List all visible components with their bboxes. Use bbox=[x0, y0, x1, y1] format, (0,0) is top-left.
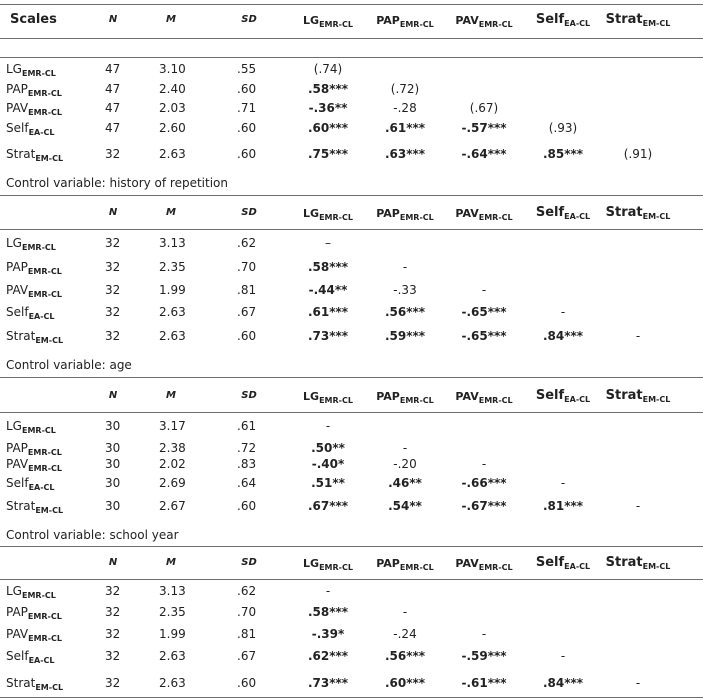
header-self bbox=[536, 12, 590, 28]
table-cell: -.66*** bbox=[461, 476, 507, 490]
table-cell: .60 bbox=[237, 676, 257, 690]
header-sd bbox=[241, 207, 257, 218]
label-main: Strat bbox=[605, 12, 643, 27]
table-cell: 32 bbox=[105, 305, 121, 319]
table-cell: .73*** bbox=[307, 329, 349, 343]
table-cell: - bbox=[635, 329, 641, 343]
table-cell: .58*** bbox=[307, 605, 349, 619]
table-cell: 2.03 bbox=[159, 101, 186, 115]
table-cell: 32 bbox=[105, 329, 121, 343]
header-pav bbox=[455, 557, 512, 572]
rule-below-header bbox=[0, 229, 703, 230]
label-subscript: EA-CL bbox=[28, 483, 55, 492]
label-subscript: EMR-CL bbox=[27, 89, 62, 98]
row-label-pap bbox=[6, 441, 62, 457]
table-cell: 3.10 bbox=[159, 62, 186, 76]
label-main: N bbox=[108, 557, 118, 568]
label-subscript: EMR-CL bbox=[319, 563, 353, 572]
control-variable-label: Control variable: age bbox=[6, 358, 132, 372]
table-cell: .83 bbox=[237, 457, 257, 471]
row-label-pav bbox=[6, 283, 62, 299]
header-strat bbox=[606, 388, 671, 404]
header-m bbox=[166, 207, 176, 218]
table-cell: -.39* bbox=[311, 627, 345, 641]
table-cell: .59*** bbox=[384, 329, 426, 343]
label-main: PAV bbox=[455, 207, 479, 220]
table-cell: .60 bbox=[237, 121, 257, 135]
table-cell: 47 bbox=[105, 62, 121, 76]
label-subscript: EMR-CL bbox=[28, 634, 62, 643]
table-cell: - bbox=[402, 441, 408, 455]
table-cell: 2.40 bbox=[159, 82, 186, 96]
header-sd bbox=[241, 14, 257, 25]
label-main: Strat bbox=[6, 329, 36, 343]
table-cell: 32 bbox=[105, 283, 121, 297]
control-variable-label: Control variable: school year bbox=[6, 528, 179, 542]
label-main: Self bbox=[6, 305, 29, 319]
table-cell: 2.63 bbox=[159, 329, 186, 343]
row-label-strat bbox=[6, 329, 63, 345]
label-subscript: EMR-CL bbox=[399, 563, 434, 572]
table-cell: 2.63 bbox=[159, 305, 186, 319]
label-subscript: EMR-CL bbox=[21, 591, 56, 600]
table-cell: .72 bbox=[237, 441, 257, 455]
row-label-self bbox=[6, 121, 55, 137]
header-lg bbox=[303, 207, 353, 222]
table-cell: 2.63 bbox=[159, 147, 186, 161]
label-main: PAP bbox=[376, 390, 400, 403]
header-self bbox=[536, 205, 590, 221]
row-label-pav bbox=[6, 101, 62, 117]
table-cell: 30 bbox=[105, 457, 121, 471]
table-cell: (.93) bbox=[548, 121, 578, 135]
table-cell: .60*** bbox=[384, 676, 426, 690]
label-main: N bbox=[108, 207, 118, 218]
table-cell: .54** bbox=[388, 499, 422, 513]
table-cell: 47 bbox=[105, 121, 121, 135]
table-cell: 3.13 bbox=[159, 584, 186, 598]
label-subscript: EM-CL bbox=[642, 19, 671, 28]
table-cell: - bbox=[402, 260, 408, 274]
row-label-lg bbox=[6, 584, 56, 600]
table-cell: -.33 bbox=[393, 283, 417, 297]
label-main: Strat bbox=[605, 205, 643, 220]
rule-below-header bbox=[0, 579, 703, 580]
header-self bbox=[536, 388, 590, 404]
header-sd bbox=[241, 557, 257, 568]
header-strat bbox=[606, 12, 671, 28]
label-subscript: EA-CL bbox=[564, 395, 591, 404]
label-subscript: EMR-CL bbox=[399, 20, 434, 29]
table-cell: .60 bbox=[237, 82, 257, 96]
label-subscript: EMR-CL bbox=[478, 213, 513, 222]
table-cell: -.65*** bbox=[461, 305, 507, 319]
label-subscript: EA-CL bbox=[28, 128, 55, 137]
label-main: SD bbox=[241, 390, 257, 401]
label-subscript: EM-CL bbox=[35, 683, 64, 692]
row-label-strat bbox=[6, 499, 63, 515]
header-pap bbox=[376, 390, 434, 405]
table-cell: 32 bbox=[105, 605, 121, 619]
label-main: PAP bbox=[376, 557, 400, 570]
label-subscript: EMR-CL bbox=[21, 69, 56, 78]
header-m bbox=[166, 557, 176, 568]
header-self bbox=[536, 555, 590, 571]
label-subscript: EMR-CL bbox=[21, 243, 56, 252]
table-cell: 32 bbox=[105, 676, 121, 690]
table-cell: .62*** bbox=[307, 649, 349, 663]
table-cell: 30 bbox=[105, 419, 121, 433]
table-cell: -.65*** bbox=[461, 329, 507, 343]
header-pap bbox=[376, 14, 434, 29]
label-subscript: EMR-CL bbox=[399, 213, 434, 222]
table-cell: -.28 bbox=[393, 101, 417, 115]
row-label-self bbox=[6, 305, 55, 321]
table-cell: 2.38 bbox=[159, 441, 186, 455]
label-main: PAP bbox=[6, 260, 28, 274]
row-label-pap bbox=[6, 82, 62, 98]
header-n bbox=[109, 207, 117, 218]
table-cell: 2.35 bbox=[159, 260, 186, 274]
table-cell: .60 bbox=[237, 499, 257, 513]
header-n bbox=[109, 390, 117, 401]
label-subscript: EMR-CL bbox=[319, 213, 353, 222]
rule-ctrl bbox=[0, 195, 703, 196]
rule-section-end bbox=[0, 697, 703, 698]
table-cell: 32 bbox=[105, 649, 121, 663]
table-cell: - bbox=[481, 627, 487, 641]
table-cell: - bbox=[325, 584, 331, 598]
label-main: N bbox=[108, 390, 118, 401]
table-cell: .70 bbox=[237, 605, 257, 619]
rule-below-header bbox=[0, 412, 703, 413]
label-subscript: EA-CL bbox=[28, 656, 55, 665]
table-cell: .60 bbox=[237, 329, 257, 343]
row-label-pap bbox=[6, 260, 62, 276]
table-cell: .70 bbox=[237, 260, 257, 274]
label-subscript: EM-CL bbox=[642, 562, 671, 571]
label-subscript: EA-CL bbox=[28, 312, 55, 321]
table-cell: (.74) bbox=[313, 62, 343, 76]
table-cell: -.59*** bbox=[461, 649, 507, 663]
label-main: LG bbox=[6, 584, 22, 598]
header-pap bbox=[376, 207, 434, 222]
table-cell: 3.13 bbox=[159, 236, 186, 250]
header-lg bbox=[303, 390, 353, 405]
row-label-self bbox=[6, 476, 55, 492]
table-cell: .51** bbox=[311, 476, 345, 490]
row-label-strat bbox=[6, 676, 63, 692]
label-main: Self bbox=[6, 476, 29, 490]
label-main: PAV bbox=[455, 557, 479, 570]
label-main: LG bbox=[303, 14, 320, 27]
label-main: PAV bbox=[6, 457, 29, 471]
label-main: M bbox=[166, 557, 176, 568]
table-cell: .81 bbox=[237, 283, 257, 297]
table-cell: 2.60 bbox=[159, 121, 186, 135]
table-cell: .46** bbox=[388, 476, 422, 490]
table-cell: 47 bbox=[105, 101, 121, 115]
header-m bbox=[166, 14, 176, 25]
row-label-pav bbox=[6, 457, 62, 473]
table-cell: 1.99 bbox=[159, 627, 186, 641]
table-cell: 2.02 bbox=[159, 457, 186, 471]
table-cell: - bbox=[402, 605, 408, 619]
header-strat bbox=[606, 205, 671, 221]
label-subscript: EM-CL bbox=[35, 506, 64, 515]
label-main: SD bbox=[241, 557, 257, 568]
row-label-lg bbox=[6, 419, 56, 435]
label-subscript: EMR-CL bbox=[478, 563, 513, 572]
table-cell: - bbox=[635, 676, 641, 690]
label-main: Strat bbox=[6, 147, 36, 161]
table-cell: 2.63 bbox=[159, 649, 186, 663]
label-main: M bbox=[166, 390, 176, 401]
table-cell: .67*** bbox=[307, 499, 349, 513]
table-cell: 2.63 bbox=[159, 676, 186, 690]
table-cell: 32 bbox=[105, 260, 121, 274]
table-cell: .56*** bbox=[384, 305, 426, 319]
label-subscript: EMR-CL bbox=[478, 396, 513, 405]
table-cell: .60*** bbox=[307, 121, 349, 135]
label-main: Self bbox=[6, 649, 29, 663]
label-main: Self bbox=[535, 12, 565, 27]
header-pav bbox=[455, 390, 512, 405]
rule-ctrl bbox=[0, 546, 703, 547]
rule-below-header bbox=[0, 38, 703, 39]
table-cell: .81*** bbox=[542, 499, 584, 513]
table-cell: 2.35 bbox=[159, 605, 186, 619]
table-cell: .73*** bbox=[307, 676, 349, 690]
table-cell: .58*** bbox=[307, 260, 349, 274]
header-pap bbox=[376, 557, 434, 572]
row-label-lg bbox=[6, 236, 56, 252]
label-main: LG bbox=[303, 207, 320, 220]
label-main: N bbox=[108, 14, 118, 25]
table-cell: -.36** bbox=[308, 101, 348, 115]
table-cell: 2.69 bbox=[159, 476, 186, 490]
table-cell: - bbox=[325, 419, 331, 433]
table-cell: .85*** bbox=[542, 147, 584, 161]
label-subscript: EMR-CL bbox=[319, 20, 353, 29]
table-cell: .61 bbox=[237, 419, 257, 433]
label-main: PAP bbox=[6, 605, 28, 619]
label-main: LG bbox=[303, 390, 320, 403]
label-main: LG bbox=[6, 419, 22, 433]
label-main: SD bbox=[241, 207, 257, 218]
label-subscript: EMR-CL bbox=[27, 448, 62, 457]
table-cell: - bbox=[560, 649, 566, 663]
table-cell: .61*** bbox=[384, 121, 426, 135]
table-cell: 32 bbox=[105, 584, 121, 598]
label-subscript: EMR-CL bbox=[478, 20, 513, 29]
label-subscript: EMR-CL bbox=[21, 426, 56, 435]
header-lg bbox=[303, 557, 353, 572]
table-cell: .56*** bbox=[384, 649, 426, 663]
label-subscript: EA-CL bbox=[564, 562, 591, 571]
label-main: PAV bbox=[455, 390, 479, 403]
header-m bbox=[166, 390, 176, 401]
label-main: PAP bbox=[376, 207, 400, 220]
label-subscript: EA-CL bbox=[564, 212, 591, 221]
table-cell: - bbox=[481, 457, 487, 471]
label-main: PAP bbox=[6, 82, 28, 96]
table-cell: .63*** bbox=[384, 147, 426, 161]
table-cell: .64 bbox=[237, 476, 257, 490]
label-main: Strat bbox=[6, 676, 36, 690]
table-cell: - bbox=[560, 476, 566, 490]
table-cell: 30 bbox=[105, 499, 121, 513]
label-main: PAP bbox=[6, 441, 28, 455]
row-label-pav bbox=[6, 627, 62, 643]
table-cell: (.91) bbox=[623, 147, 653, 161]
table-cell: 47 bbox=[105, 82, 121, 96]
header-lg bbox=[303, 14, 353, 29]
label-main: LG bbox=[6, 236, 22, 250]
label-subscript: EMR-CL bbox=[28, 108, 62, 117]
label-main: PAP bbox=[376, 14, 400, 27]
label-main: Self bbox=[535, 388, 565, 403]
label-subscript: EM-CL bbox=[642, 395, 671, 404]
label-main: LG bbox=[6, 62, 22, 76]
label-main: LG bbox=[303, 557, 320, 570]
header-sd bbox=[241, 390, 257, 401]
label-main: Strat bbox=[605, 388, 643, 403]
label-subscript: EMR-CL bbox=[399, 396, 434, 405]
table-cell: 2.67 bbox=[159, 499, 186, 513]
table-cell: 32 bbox=[105, 147, 121, 161]
table-cell: (.72) bbox=[390, 82, 420, 96]
header-pav bbox=[455, 14, 512, 29]
label-subscript: EMR-CL bbox=[319, 396, 353, 405]
table-cell: -.40* bbox=[311, 457, 345, 471]
control-variable-label: Control variable: history of repetition bbox=[6, 176, 229, 190]
table-cell: .50** bbox=[311, 441, 345, 455]
table-cell: - bbox=[635, 499, 641, 513]
label-subscript: EMR-CL bbox=[28, 290, 62, 299]
row-label-pap bbox=[6, 605, 62, 621]
label-subscript: EM-CL bbox=[642, 212, 671, 221]
table-cell: - bbox=[560, 305, 566, 319]
table-cell: .71 bbox=[237, 101, 257, 115]
table-cell: .81 bbox=[237, 627, 257, 641]
label-main: M bbox=[166, 207, 176, 218]
label-main: PAV bbox=[6, 627, 29, 641]
label-subscript: EMR-CL bbox=[28, 464, 62, 473]
table-cell: .55 bbox=[237, 62, 257, 76]
header-n bbox=[109, 14, 117, 25]
table-cell: .75*** bbox=[307, 147, 349, 161]
table-cell: .62 bbox=[237, 584, 257, 598]
table-cell: 32 bbox=[105, 236, 121, 250]
table-cell: .67 bbox=[237, 649, 257, 663]
row-label-lg bbox=[6, 62, 56, 78]
label-subscript: EMR-CL bbox=[27, 612, 62, 621]
table-cell: -.20 bbox=[393, 457, 417, 471]
header-n bbox=[109, 557, 117, 568]
table-cell: 30 bbox=[105, 441, 121, 455]
rule-section-start bbox=[0, 57, 703, 58]
table-cell: .62 bbox=[237, 236, 257, 250]
table-cell: .84*** bbox=[542, 329, 584, 343]
table-cell: -.44** bbox=[308, 283, 348, 297]
label-main: PAV bbox=[6, 283, 29, 297]
table-cell: -.67*** bbox=[461, 499, 507, 513]
label-main: Self bbox=[535, 205, 565, 220]
header-scales: Scales bbox=[10, 12, 57, 27]
rule-ctrl bbox=[0, 377, 703, 378]
table-cell: 1.99 bbox=[159, 283, 186, 297]
label-main: Strat bbox=[605, 555, 643, 570]
table-cell: .61*** bbox=[307, 305, 349, 319]
table-cell: - bbox=[481, 283, 487, 297]
rule-top bbox=[0, 4, 703, 5]
table-cell: (.67) bbox=[469, 101, 499, 115]
table-cell: .60 bbox=[237, 147, 257, 161]
header-strat bbox=[606, 555, 671, 571]
table-cell: – bbox=[325, 236, 331, 250]
label-main: PAV bbox=[6, 101, 29, 115]
label-subscript: EA-CL bbox=[564, 19, 591, 28]
table-cell: -.64*** bbox=[461, 147, 507, 161]
row-label-self bbox=[6, 649, 55, 665]
row-label-strat bbox=[6, 147, 63, 163]
label-main: M bbox=[166, 14, 176, 25]
table-cell: 30 bbox=[105, 476, 121, 490]
table-cell: .67 bbox=[237, 305, 257, 319]
table-cell: .58*** bbox=[307, 82, 349, 96]
header-pav bbox=[455, 207, 512, 222]
label-main: PAV bbox=[455, 14, 479, 27]
label-main: Self bbox=[6, 121, 29, 135]
label-main: SD bbox=[241, 14, 257, 25]
label-subscript: EM-CL bbox=[35, 336, 64, 345]
label-subscript: EM-CL bbox=[35, 154, 64, 163]
table-cell: -.24 bbox=[393, 627, 417, 641]
table-cell: -.57*** bbox=[461, 121, 507, 135]
label-main: Self bbox=[535, 555, 565, 570]
table-cell: 3.17 bbox=[159, 419, 186, 433]
label-subscript: EMR-CL bbox=[27, 267, 62, 276]
label-main: Strat bbox=[6, 499, 36, 513]
table-cell: -.61*** bbox=[461, 676, 507, 690]
table-cell: .84*** bbox=[542, 676, 584, 690]
table-cell: 32 bbox=[105, 627, 121, 641]
